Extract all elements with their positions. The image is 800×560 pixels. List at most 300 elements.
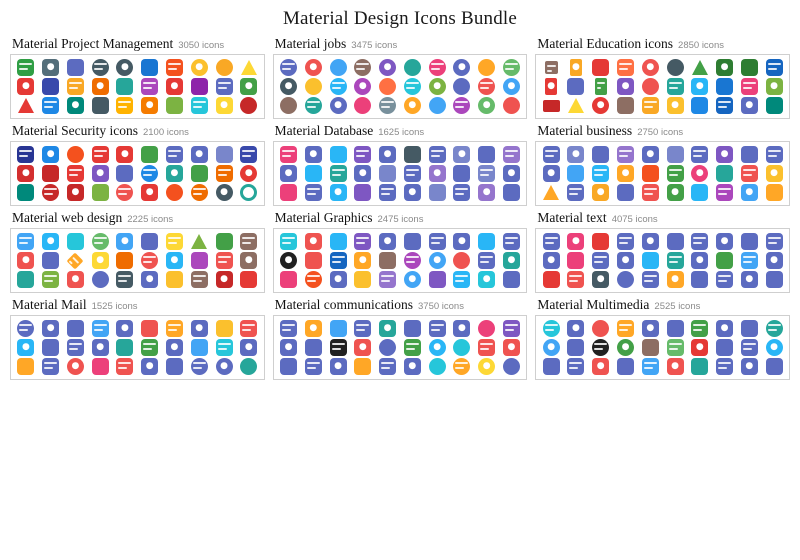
icon-tile[interactable] [17, 59, 34, 76]
icon-tile[interactable] [592, 320, 609, 337]
icon-tile[interactable] [716, 358, 733, 375]
icon-tile[interactable] [240, 358, 257, 375]
icon-tile[interactable] [429, 320, 446, 337]
icon-tile[interactable] [92, 358, 109, 375]
icon-tile[interactable] [691, 165, 708, 182]
icon-tile[interactable] [216, 59, 233, 76]
icon-tile[interactable] [617, 320, 634, 337]
icon-tile[interactable] [567, 78, 584, 95]
icon-tile[interactable] [280, 184, 297, 201]
icon-tile[interactable] [17, 320, 34, 337]
icon-tile[interactable] [543, 320, 560, 337]
icon-tile[interactable] [17, 271, 34, 288]
icon-tile[interactable] [667, 165, 684, 182]
icon-tile[interactable] [379, 146, 396, 163]
icon-tile[interactable] [305, 59, 322, 76]
icon-tile[interactable] [166, 59, 183, 76]
icon-tile[interactable] [642, 358, 659, 375]
icon-tile[interactable] [166, 165, 183, 182]
icon-tile[interactable] [642, 339, 659, 356]
icon-tile[interactable] [191, 59, 208, 76]
icon-tile[interactable] [330, 146, 347, 163]
icon-tile[interactable] [240, 252, 257, 269]
icon-tile[interactable] [42, 339, 59, 356]
icon-tile[interactable] [379, 97, 396, 114]
icon-tile[interactable] [330, 252, 347, 269]
icon-tile[interactable] [141, 59, 158, 76]
icon-tile[interactable] [141, 358, 158, 375]
icon-tile[interactable] [280, 78, 297, 95]
icon-tile[interactable] [116, 320, 133, 337]
icon-tile[interactable] [453, 320, 470, 337]
icon-tile[interactable] [453, 233, 470, 250]
icon-tile[interactable] [667, 233, 684, 250]
icon-tile[interactable] [191, 234, 207, 249]
icon-tile[interactable] [404, 320, 421, 337]
icon-tile[interactable] [567, 165, 584, 182]
icon-tile[interactable] [503, 165, 520, 182]
icon-tile[interactable] [354, 78, 371, 95]
icon-tile[interactable] [191, 78, 208, 95]
icon-tile[interactable] [216, 184, 233, 201]
icon-tile[interactable] [330, 184, 347, 201]
icon-tile[interactable] [429, 339, 446, 356]
icon-tile[interactable] [617, 59, 634, 76]
icon-tile[interactable] [216, 358, 233, 375]
icon-tile[interactable] [330, 271, 347, 288]
icon-tile[interactable] [404, 184, 421, 201]
icon-tile[interactable] [141, 252, 158, 269]
icon-tile[interactable] [429, 146, 446, 163]
icon-tile[interactable] [691, 184, 708, 201]
icon-tile[interactable] [453, 78, 470, 95]
icon-tile[interactable] [404, 252, 421, 269]
icon-tile[interactable] [280, 252, 297, 269]
icon-tile[interactable] [478, 97, 495, 114]
icon-tile[interactable] [667, 358, 684, 375]
icon-tile[interactable] [42, 97, 59, 114]
icon-tile[interactable] [567, 252, 584, 269]
icon-tile[interactable] [379, 320, 396, 337]
icon-tile[interactable] [543, 185, 559, 200]
icon-tile[interactable] [567, 184, 584, 201]
icon-tile[interactable] [92, 184, 109, 201]
icon-tile[interactable] [716, 184, 733, 201]
icon-tile[interactable] [691, 146, 708, 163]
icon-tile[interactable] [379, 78, 396, 95]
icon-tile[interactable] [567, 320, 584, 337]
icon-tile[interactable] [766, 165, 783, 182]
icon-tile[interactable] [280, 271, 297, 288]
icon-tile[interactable] [216, 271, 233, 288]
icon-tile[interactable] [404, 97, 421, 114]
icon-tile[interactable] [741, 358, 758, 375]
icon-tile[interactable] [42, 184, 59, 201]
icon-tile[interactable] [716, 233, 733, 250]
icon-tile[interactable] [617, 184, 634, 201]
icon-tile[interactable] [592, 97, 609, 114]
icon-tile[interactable] [478, 146, 495, 163]
icon-tile[interactable] [567, 271, 584, 288]
icon-tile[interactable] [280, 339, 297, 356]
icon-tile[interactable] [404, 271, 421, 288]
icon-tile[interactable] [141, 146, 158, 163]
icon-tile[interactable] [592, 339, 609, 356]
icon-tile[interactable] [478, 233, 495, 250]
icon-tile[interactable] [617, 78, 634, 95]
icon-tile[interactable] [478, 339, 495, 356]
icon-tile[interactable] [241, 60, 257, 75]
icon-tile[interactable] [642, 184, 659, 201]
icon-tile[interactable] [166, 252, 183, 269]
icon-tile[interactable] [18, 98, 34, 113]
icon-tile[interactable] [191, 165, 208, 182]
icon-tile[interactable] [305, 339, 322, 356]
icon-tile[interactable] [116, 97, 133, 114]
icon-tile[interactable] [166, 233, 183, 250]
icon-tile[interactable] [67, 97, 84, 114]
icon-tile[interactable] [305, 320, 322, 337]
icon-tile[interactable] [141, 271, 158, 288]
icon-tile[interactable] [191, 271, 208, 288]
icon-tile[interactable] [543, 146, 560, 163]
icon-tile[interactable] [166, 184, 183, 201]
icon-tile[interactable] [42, 146, 59, 163]
icon-tile[interactable] [17, 165, 34, 182]
icon-tile[interactable] [280, 59, 297, 76]
icon-tile[interactable] [503, 233, 520, 250]
icon-tile[interactable] [503, 78, 520, 95]
icon-tile[interactable] [330, 320, 347, 337]
icon-tile[interactable] [354, 271, 371, 288]
icon-tile[interactable] [429, 165, 446, 182]
icon-tile[interactable] [240, 184, 257, 201]
icon-tile[interactable] [280, 320, 297, 337]
icon-tile[interactable] [766, 320, 783, 337]
icon-tile[interactable] [305, 146, 322, 163]
icon-tile[interactable] [667, 320, 684, 337]
icon-tile[interactable] [667, 59, 684, 76]
icon-tile[interactable] [17, 78, 34, 95]
icon-tile[interactable] [116, 358, 133, 375]
icon-tile[interactable] [766, 78, 783, 95]
icon-tile[interactable] [92, 165, 109, 182]
icon-tile[interactable] [617, 271, 634, 288]
icon-tile[interactable] [691, 339, 708, 356]
icon-tile[interactable] [166, 271, 183, 288]
icon-tile[interactable] [478, 78, 495, 95]
icon-tile[interactable] [92, 320, 109, 337]
icon-tile[interactable] [330, 59, 347, 76]
icon-tile[interactable] [379, 252, 396, 269]
icon-tile[interactable] [543, 100, 560, 112]
icon-tile[interactable] [567, 146, 584, 163]
icon-tile[interactable] [404, 59, 421, 76]
icon-tile[interactable] [116, 271, 133, 288]
icon-tile[interactable] [305, 184, 322, 201]
icon-tile[interactable] [766, 339, 783, 356]
icon-tile[interactable] [691, 271, 708, 288]
icon-tile[interactable] [166, 78, 183, 95]
icon-tile[interactable] [191, 252, 208, 269]
icon-tile[interactable] [191, 184, 208, 201]
icon-tile[interactable] [216, 339, 233, 356]
icon-tile[interactable] [592, 146, 609, 163]
icon-tile[interactable] [453, 165, 470, 182]
icon-tile[interactable] [280, 165, 297, 182]
icon-tile[interactable] [766, 59, 783, 76]
icon-tile[interactable] [503, 358, 520, 375]
icon-tile[interactable] [595, 78, 607, 95]
icon-tile[interactable] [453, 97, 470, 114]
icon-tile[interactable] [141, 339, 158, 356]
icon-tile[interactable] [716, 97, 733, 114]
icon-tile[interactable] [543, 165, 560, 182]
icon-tile[interactable] [741, 146, 758, 163]
icon-tile[interactable] [691, 252, 708, 269]
icon-tile[interactable] [191, 97, 208, 114]
icon-tile[interactable] [503, 184, 520, 201]
icon-tile[interactable] [478, 184, 495, 201]
icon-tile[interactable] [716, 165, 733, 182]
icon-tile[interactable] [330, 165, 347, 182]
icon-tile[interactable] [766, 233, 783, 250]
icon-tile[interactable] [716, 339, 733, 356]
icon-tile[interactable] [116, 184, 133, 201]
icon-tile[interactable] [642, 97, 659, 114]
icon-tile[interactable] [741, 252, 758, 269]
icon-tile[interactable] [642, 320, 659, 337]
icon-tile[interactable] [741, 271, 758, 288]
icon-tile[interactable] [617, 252, 634, 269]
icon-tile[interactable] [766, 146, 783, 163]
icon-tile[interactable] [379, 165, 396, 182]
icon-tile[interactable] [240, 165, 257, 182]
icon-tile[interactable] [716, 78, 733, 95]
icon-tile[interactable] [141, 97, 158, 114]
icon-tile[interactable] [691, 97, 708, 114]
icon-tile[interactable] [567, 339, 584, 356]
icon-tile[interactable] [429, 252, 446, 269]
icon-tile[interactable] [667, 339, 684, 356]
icon-tile[interactable] [642, 233, 659, 250]
icon-tile[interactable] [17, 252, 34, 269]
icon-tile[interactable] [453, 59, 470, 76]
icon-tile[interactable] [166, 339, 183, 356]
icon-tile[interactable] [592, 59, 609, 76]
icon-tile[interactable] [503, 339, 520, 356]
icon-tile[interactable] [543, 252, 560, 269]
icon-tile[interactable] [67, 252, 84, 269]
icon-tile[interactable] [354, 184, 371, 201]
icon-tile[interactable] [330, 233, 347, 250]
icon-tile[interactable] [691, 358, 708, 375]
icon-tile[interactable] [240, 271, 257, 288]
icon-tile[interactable] [216, 165, 233, 182]
icon-tile[interactable] [67, 146, 84, 163]
icon-tile[interactable] [354, 97, 371, 114]
icon-tile[interactable] [305, 252, 322, 269]
icon-tile[interactable] [354, 146, 371, 163]
icon-tile[interactable] [404, 78, 421, 95]
icon-tile[interactable] [592, 233, 609, 250]
icon-tile[interactable] [667, 146, 684, 163]
icon-tile[interactable] [568, 98, 584, 113]
icon-tile[interactable] [216, 146, 233, 163]
icon-tile[interactable] [216, 78, 233, 95]
icon-tile[interactable] [404, 358, 421, 375]
icon-tile[interactable] [305, 271, 322, 288]
icon-tile[interactable] [116, 59, 133, 76]
icon-tile[interactable] [503, 97, 520, 114]
icon-tile[interactable] [191, 146, 208, 163]
icon-tile[interactable] [429, 271, 446, 288]
icon-tile[interactable] [240, 233, 257, 250]
icon-tile[interactable] [545, 78, 557, 95]
icon-tile[interactable] [67, 165, 84, 182]
icon-tile[interactable] [478, 320, 495, 337]
icon-tile[interactable] [503, 271, 520, 288]
icon-tile[interactable] [141, 78, 158, 95]
icon-tile[interactable] [116, 233, 133, 250]
icon-tile[interactable] [92, 59, 109, 76]
icon-tile[interactable] [404, 165, 421, 182]
icon-tile[interactable] [453, 339, 470, 356]
icon-tile[interactable] [741, 165, 758, 182]
icon-tile[interactable] [642, 146, 659, 163]
icon-tile[interactable] [17, 184, 34, 201]
icon-tile[interactable] [354, 339, 371, 356]
icon-tile[interactable] [240, 320, 257, 337]
icon-tile[interactable] [543, 358, 560, 375]
icon-tile[interactable] [429, 97, 446, 114]
icon-tile[interactable] [617, 339, 634, 356]
icon-tile[interactable] [92, 339, 109, 356]
icon-tile[interactable] [567, 358, 584, 375]
icon-tile[interactable] [216, 320, 233, 337]
icon-tile[interactable] [166, 146, 183, 163]
icon-tile[interactable] [67, 59, 84, 76]
icon-tile[interactable] [667, 184, 684, 201]
icon-tile[interactable] [617, 165, 634, 182]
icon-tile[interactable] [354, 165, 371, 182]
icon-tile[interactable] [642, 271, 659, 288]
icon-tile[interactable] [379, 233, 396, 250]
icon-tile[interactable] [478, 358, 495, 375]
icon-tile[interactable] [67, 358, 84, 375]
icon-tile[interactable] [478, 252, 495, 269]
icon-tile[interactable] [617, 146, 634, 163]
icon-tile[interactable] [92, 271, 109, 288]
icon-tile[interactable] [741, 339, 758, 356]
icon-tile[interactable] [42, 320, 59, 337]
icon-tile[interactable] [42, 165, 59, 182]
icon-tile[interactable] [280, 358, 297, 375]
icon-tile[interactable] [617, 97, 634, 114]
icon-tile[interactable] [592, 184, 609, 201]
icon-tile[interactable] [92, 78, 109, 95]
icon-tile[interactable] [478, 59, 495, 76]
icon-tile[interactable] [642, 78, 659, 95]
icon-tile[interactable] [453, 252, 470, 269]
icon-tile[interactable] [429, 358, 446, 375]
icon-tile[interactable] [503, 252, 520, 269]
icon-tile[interactable] [667, 97, 684, 114]
icon-tile[interactable] [305, 358, 322, 375]
icon-tile[interactable] [404, 339, 421, 356]
icon-tile[interactable] [692, 60, 708, 75]
icon-tile[interactable] [42, 78, 59, 95]
icon-tile[interactable] [141, 233, 158, 250]
icon-tile[interactable] [766, 184, 783, 201]
icon-tile[interactable] [429, 233, 446, 250]
icon-tile[interactable] [166, 358, 183, 375]
icon-tile[interactable] [429, 59, 446, 76]
icon-tile[interactable] [330, 78, 347, 95]
icon-tile[interactable] [379, 358, 396, 375]
icon-tile[interactable] [191, 358, 208, 375]
icon-tile[interactable] [453, 146, 470, 163]
icon-tile[interactable] [191, 339, 208, 356]
icon-tile[interactable] [280, 146, 297, 163]
icon-tile[interactable] [116, 78, 133, 95]
icon-tile[interactable] [766, 97, 783, 114]
icon-tile[interactable] [240, 146, 257, 163]
icon-tile[interactable] [503, 146, 520, 163]
icon-tile[interactable] [741, 233, 758, 250]
icon-tile[interactable] [741, 59, 758, 76]
icon-tile[interactable] [716, 271, 733, 288]
icon-tile[interactable] [642, 252, 659, 269]
icon-tile[interactable] [642, 165, 659, 182]
icon-tile[interactable] [67, 320, 84, 337]
icon-tile[interactable] [240, 339, 257, 356]
icon-tile[interactable] [691, 233, 708, 250]
icon-tile[interactable] [478, 271, 495, 288]
icon-tile[interactable] [67, 233, 84, 250]
icon-tile[interactable] [741, 184, 758, 201]
icon-tile[interactable] [667, 252, 684, 269]
icon-tile[interactable] [92, 97, 109, 114]
icon-tile[interactable] [305, 165, 322, 182]
icon-tile[interactable] [17, 146, 34, 163]
icon-tile[interactable] [766, 271, 783, 288]
icon-tile[interactable] [379, 184, 396, 201]
icon-tile[interactable] [280, 233, 297, 250]
icon-tile[interactable] [741, 320, 758, 337]
icon-tile[interactable] [330, 358, 347, 375]
icon-tile[interactable] [741, 97, 758, 114]
icon-tile[interactable] [766, 358, 783, 375]
icon-tile[interactable] [240, 78, 257, 95]
icon-tile[interactable] [379, 59, 396, 76]
icon-tile[interactable] [216, 252, 233, 269]
icon-tile[interactable] [92, 252, 109, 269]
icon-tile[interactable] [567, 233, 584, 250]
icon-tile[interactable] [305, 97, 322, 114]
icon-tile[interactable] [429, 184, 446, 201]
icon-tile[interactable] [453, 184, 470, 201]
icon-tile[interactable] [116, 252, 133, 269]
icon-tile[interactable] [67, 78, 84, 95]
icon-tile[interactable] [667, 78, 684, 95]
icon-tile[interactable] [92, 233, 109, 250]
icon-tile[interactable] [141, 320, 158, 337]
icon-tile[interactable] [240, 97, 257, 114]
icon-tile[interactable] [42, 233, 59, 250]
icon-tile[interactable] [67, 339, 84, 356]
icon-tile[interactable] [404, 146, 421, 163]
